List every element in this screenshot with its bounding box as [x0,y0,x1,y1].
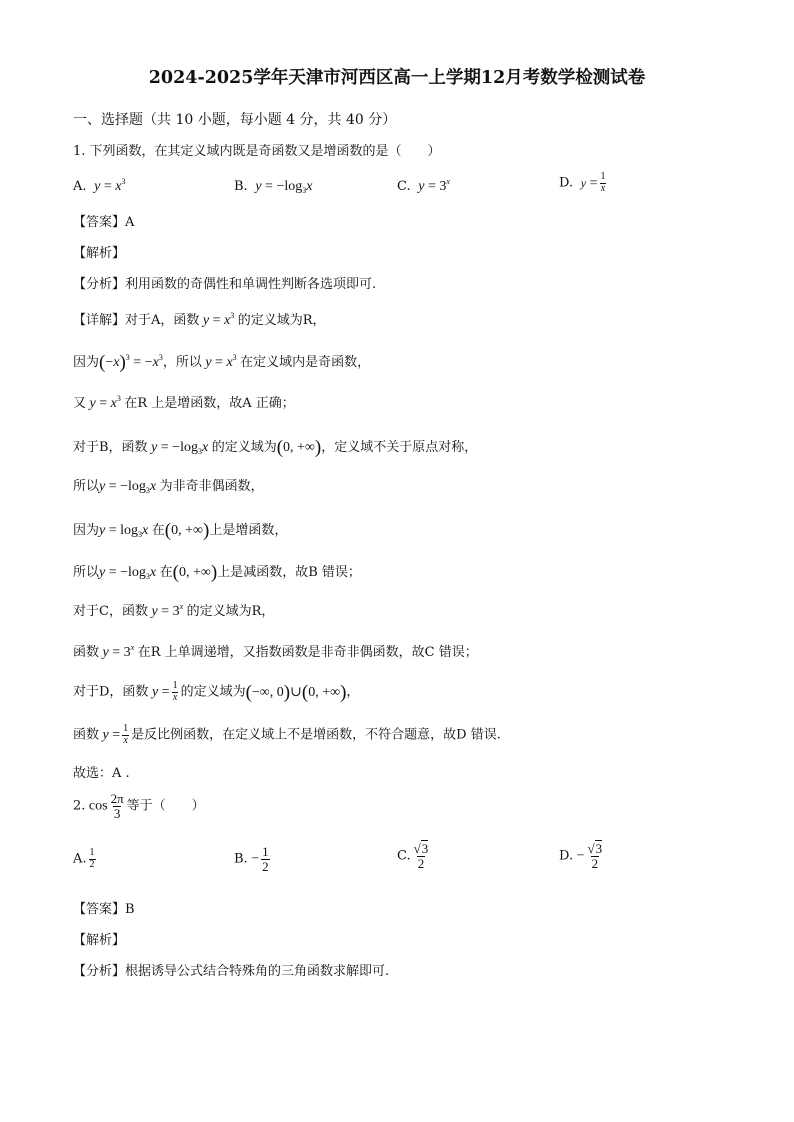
section-heading: 一、选择题（共 10 小题，每小题 4 分，共 40 分） [73,112,397,128]
q1-analysis-label: 【解析】 [73,246,126,261]
q2-analysis-label: 【解析】 [73,933,126,948]
q1-detail-4: 对于B，函数 $y = -\log_3x$ 的定义域为(0, +∞)，定义域不关于原点对称， [73,437,478,458]
q1-option-b-label: B. [234,179,248,194]
q1-detail-7: 所以$y = -\log_3x$ 在(0, +∞)上是减函数，故B 错误； [73,562,361,583]
q1-choice: 故选：A . [73,766,130,781]
q2-option-b: B. − $\frac{1}{2}$ [234,844,269,874]
q1-option-d: D. y = $\frac{1}{x}$ [559,171,606,194]
q1-answer: 【答案】A [73,215,135,230]
q1-option-b: B. $y = -\log_3x$ [234,179,313,195]
q2-option-a: A. $\frac{1}{2}$ [73,847,95,870]
q1-detail-10: 对于D，函数 y = $\frac{1}{x}$ 的定义域为(−∞, 0)∪(0, +∞)， [73,680,360,703]
q2-tail: 等于（ ） [126,798,205,814]
q1-detail-5: 所以$y = -\log_3x$ 为非奇非偶函数， [73,479,264,495]
page-title: 2024-2025学年天津市河西区高一上学期12月考数学检测试卷 [148,68,646,88]
q1-option-a-label: A. [73,179,87,194]
q1-option-c-label: C. [397,179,411,194]
q1-detail-8: 对于C，函数 $y = 3^x$ 的定义域为R， [73,602,275,619]
q1-option-c: C. $y = 3^x$ [397,177,450,194]
q1-stem: 1. 下列函数，在其定义域内既是奇函数又是增函数的是（ ） [73,144,441,159]
q2-analysis: 【分析】根据诱导公式结合特殊角的三角函数求解即可. [73,964,390,979]
q1-detail-1: 【详解】对于A，函数 $y = x^3$ 的定义域为R， [73,311,326,328]
q2-stem: 2. cos $\frac{2\pi}{3}$ 等于（ ） [73,791,205,821]
q1-detail-3: 又 $y = x^3$ 在R 上是增函数，故A 正确； [73,394,295,411]
q1-detail-9: 函数 $y = 3^x$ 在R 上单调递增，又指数函数是非奇非偶函数，故C 错误； [73,643,478,660]
q1-detail-2: 因为$(-x)^3 = -x^3$，所以 $y = x^3$ 在定义域内是奇函数， [73,352,371,373]
q1-analysis: 【分析】利用函数的奇偶性和单调性判断各选项即可. [73,277,377,292]
q1-option-d-label: D. [559,175,574,191]
q2-answer: 【答案】B [73,902,135,917]
q1-detail-6: 因为$y = \log_3x$ 在(0, +∞)上是增函数， [73,520,288,541]
q2-option-c: C. $\frac{√3}{2}$ [397,841,429,871]
q1-option-a: A. $y = x^3$ [73,177,126,194]
q2-number: 2. [73,798,86,814]
q2-option-d: D. − $\frac{√3}{2}$ [559,841,603,871]
q1-detail-11: 函数 y = $\frac{1}{x}$ 是反比例函数，在定义域上不是增函数，不符合题意，故D 错误. [73,723,501,746]
